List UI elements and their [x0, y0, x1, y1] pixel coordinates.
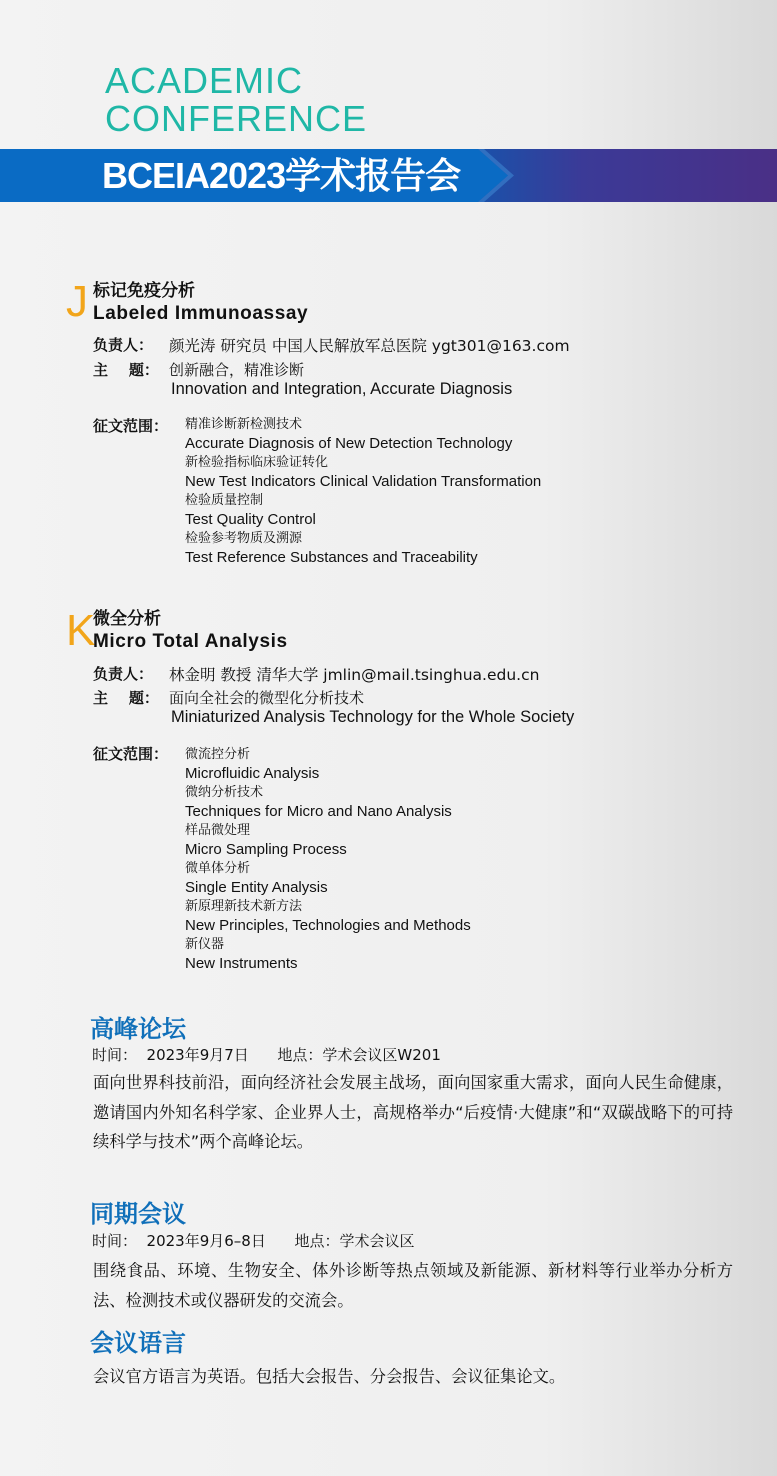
language-heading: 会议语言 [90, 1329, 186, 1357]
theme-en: Innovation and Integration, Accurate Diagnosis [171, 380, 513, 398]
academic-line-2: CONFERENCE [105, 98, 368, 139]
summit-description: 面向世界科技前沿，面向经济社会发展主战场，面向国家重大需求，面向人民生命健康，邀请国内外知名科学家、企业界人士，高规格举办“后疫情·大健康”和“双碳战略下的可持续科学与技术”两个高峰论坛。 [93, 1073, 733, 1151]
concurrent-time-location: 时间： 2023年9月6–8日 地点：学术会议区 [92, 1232, 415, 1250]
section-letter: K [66, 606, 96, 655]
scope-item: Microfluidic Analysis [185, 765, 320, 782]
section-letter: J [66, 277, 88, 326]
scope-list [185, 745, 471, 973]
scope-item: Single Entity Analysis [185, 879, 328, 896]
scope-label: 征文范围： [93, 417, 169, 435]
scope-item: New Principles, Technologies and Methods [185, 917, 471, 934]
section-title-cn: 微全分析 [93, 609, 161, 629]
scope-item: 微流控分析 [185, 747, 251, 762]
concurrent-description: 围绕食品、环境、生物安全、体外诊断等热点领域及新能源、新材料等行业举办分析方法、检测技术或仪器研发的交流会。 [93, 1261, 733, 1310]
summit-time-location: 时间： 2023年9月7日 地点：学术会议区W201 [92, 1046, 441, 1064]
language-description: 会议官方语言为英语。包括大会报告、分会报告、会议征集论文。 [93, 1367, 566, 1386]
theme-cn: 面向全社会的微型化分析技术 [169, 689, 365, 707]
scope-label: 征文范围： [93, 745, 169, 763]
scope-item: 检验参考物质及溯源 [185, 531, 303, 546]
leader-label: 负责人： [93, 336, 154, 354]
scope-item: 新检验指标临床验证转化 [185, 455, 329, 470]
scope-item: New Instruments [185, 955, 298, 972]
scope-item: Micro Sampling Process [185, 841, 347, 858]
scope-item: Techniques for Micro and Nano Analysis [185, 803, 452, 820]
scope-item: 精准诊断新检测技术 [185, 417, 303, 432]
scope-item: Accurate Diagnosis of New Detection Technology [185, 435, 513, 452]
summit-heading: 高峰论坛 [90, 1015, 186, 1043]
leader-label: 负责人： [93, 665, 154, 683]
banner-title: BCEIA2023学术报告会 [102, 155, 461, 196]
section-title-cn: 标记免疫分析 [93, 281, 195, 301]
scope-item: 新仪器 [185, 937, 225, 952]
scope-item: 检验质量控制 [185, 493, 264, 508]
theme-label: 主 题： [93, 689, 159, 707]
scope-item: Test Reference Substances and Traceability [185, 549, 478, 566]
scope-item: 新原理新技术新方法 [185, 899, 303, 914]
theme-en: Miniaturized Analysis Technology for the Whole Society [171, 708, 575, 726]
academic-line-1: ACADEMIC [105, 60, 304, 101]
theme-label: 主 题： [93, 361, 159, 379]
scope-item: Test Quality Control [185, 511, 316, 528]
leader-value: 林金明 教授 清华大学 jmlin@mail.tsinghua.edu.cn [169, 666, 540, 684]
scope-item: New Test Indicators Clinical Validation Transformation [185, 473, 542, 490]
theme-cn: 创新融合，精准诊断 [169, 361, 305, 379]
title-banner [0, 149, 777, 202]
scope-item: 微单体分析 [185, 861, 251, 876]
concurrent-heading: 同期会议 [90, 1200, 186, 1228]
scope-item: 样品微处理 [185, 823, 251, 838]
section-title-en: Labeled Immunoassay [93, 303, 309, 324]
scope-list [185, 415, 541, 567]
scope-item: 微纳分析技术 [185, 785, 264, 800]
leader-value: 颜光涛 研究员 中国人民解放军总医院 ygt301@163.com [169, 337, 570, 355]
section-title-en: Micro Total Analysis [93, 631, 288, 652]
